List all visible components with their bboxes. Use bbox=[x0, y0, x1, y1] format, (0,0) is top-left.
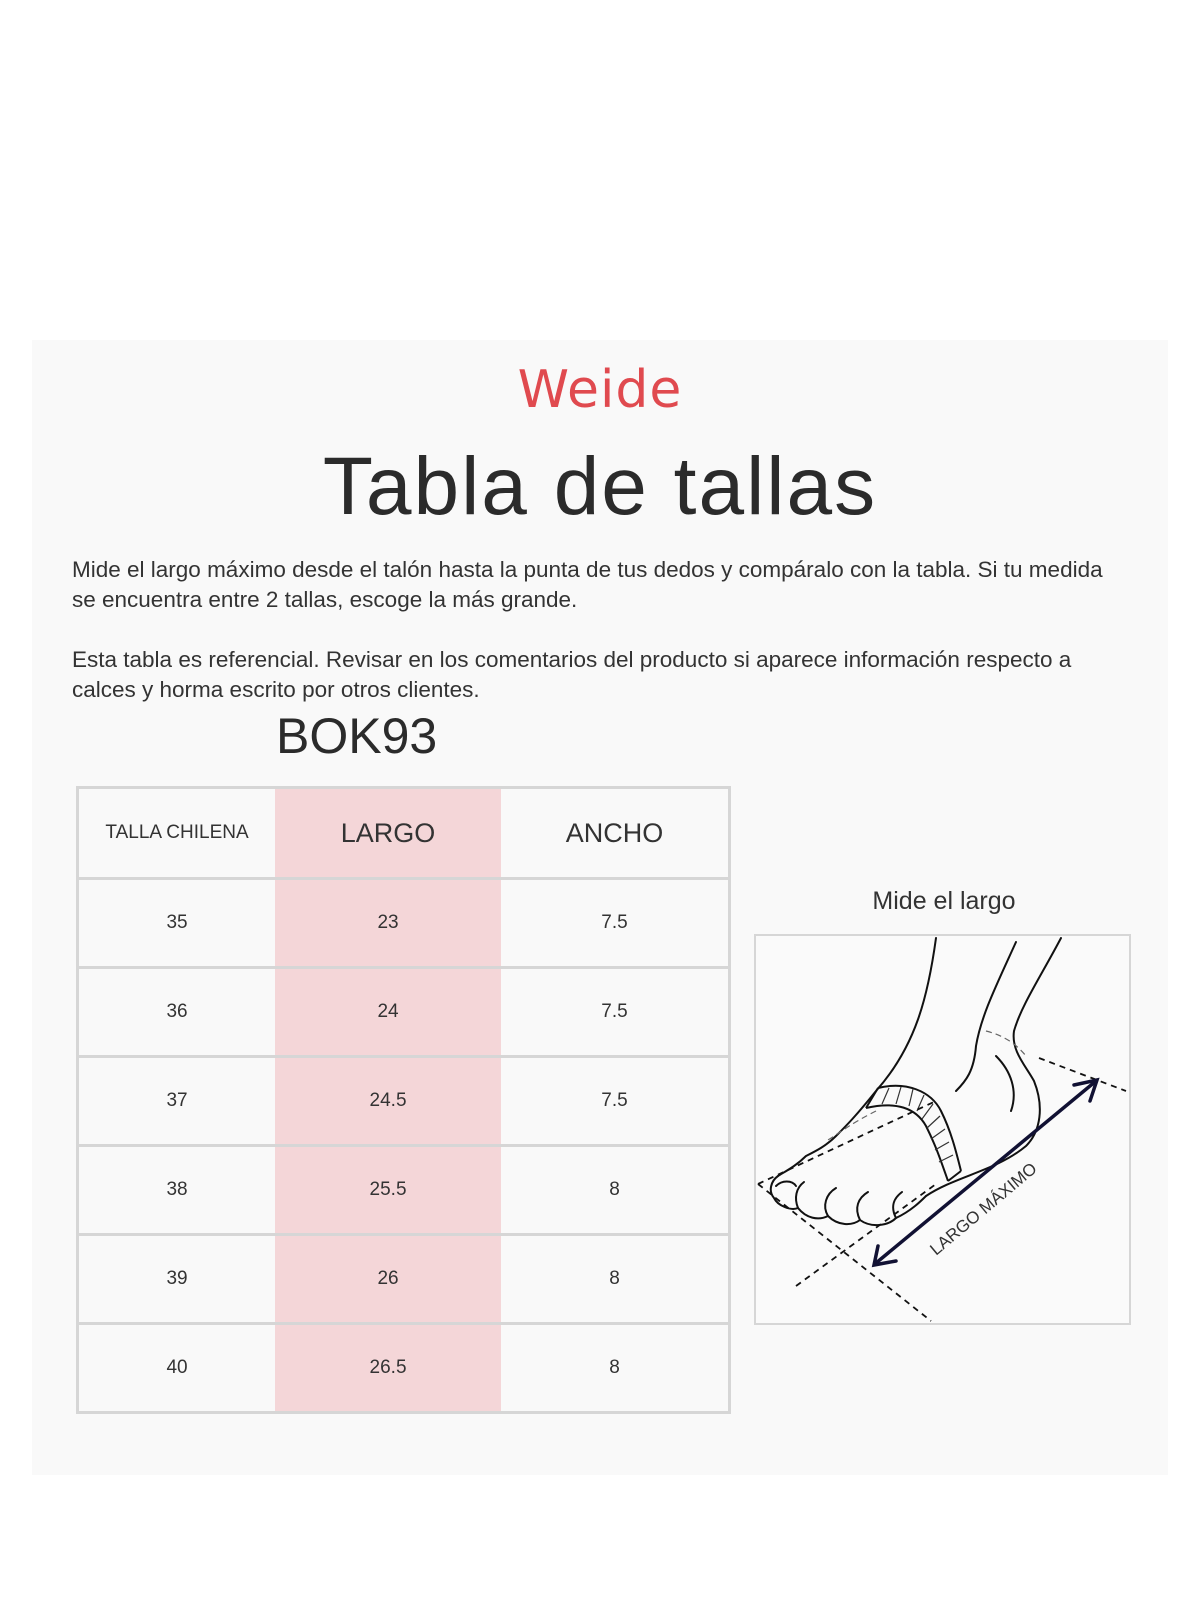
cell-largo: 24 bbox=[275, 968, 501, 1057]
column-header-ancho: ANCHO bbox=[501, 788, 729, 879]
foot-measure-icon bbox=[756, 936, 1129, 1323]
cell-largo: 26.5 bbox=[275, 1324, 501, 1413]
cell-largo: 25.5 bbox=[275, 1146, 501, 1235]
largo-maximo-label: LARGO MÁXIMO bbox=[926, 1158, 1041, 1260]
column-header-talla: TALLA CHILENA bbox=[78, 788, 276, 879]
table-row bbox=[78, 879, 730, 968]
cell-talla: 40 bbox=[78, 1324, 276, 1413]
foot-measure-diagram bbox=[754, 934, 1131, 1325]
cell-largo: 26 bbox=[275, 1235, 501, 1324]
instruction-paragraph-2: Esta tabla es referencial. Revisar en los comentarios del producto si aparece información respecto a calces y horma escrito por otros clientes. bbox=[72, 647, 1072, 702]
table-row bbox=[78, 968, 730, 1057]
cell-talla: 38 bbox=[78, 1146, 276, 1235]
table-header-row bbox=[78, 788, 730, 879]
cell-largo: 24.5 bbox=[275, 1057, 501, 1146]
cell-talla: 37 bbox=[78, 1057, 276, 1146]
cell-ancho: 8 bbox=[501, 1146, 729, 1235]
table-row bbox=[78, 1057, 730, 1146]
page-title: Tabla de tallas bbox=[322, 441, 878, 532]
brand-logo: Weide bbox=[517, 360, 683, 420]
cell-ancho: 7.5 bbox=[501, 1057, 729, 1146]
cell-talla: 36 bbox=[78, 968, 276, 1057]
model-code: BOK93 bbox=[276, 708, 438, 764]
instruction-paragraph-1: Mide el largo máximo desde el talón hasta la punta de tus dedos y compáralo con la tabla. Si tu medida se encuentra entre 2 tallas, escoge la más grande. bbox=[72, 557, 1103, 612]
cell-ancho: 7.5 bbox=[501, 968, 729, 1057]
column-header-largo: LARGO bbox=[275, 788, 501, 879]
table-row bbox=[78, 1324, 730, 1413]
table-row bbox=[78, 1235, 730, 1324]
size-table bbox=[76, 786, 731, 1414]
cell-ancho: 8 bbox=[501, 1235, 729, 1324]
diagram-label: Mide el largo bbox=[872, 887, 1016, 915]
cell-talla: 35 bbox=[78, 879, 276, 968]
cell-largo: 23 bbox=[275, 879, 501, 968]
size-guide-panel bbox=[32, 340, 1168, 1475]
table-row bbox=[78, 1146, 730, 1235]
cell-ancho: 8 bbox=[501, 1324, 729, 1413]
cell-talla: 39 bbox=[78, 1235, 276, 1324]
cell-ancho: 7.5 bbox=[501, 879, 729, 968]
